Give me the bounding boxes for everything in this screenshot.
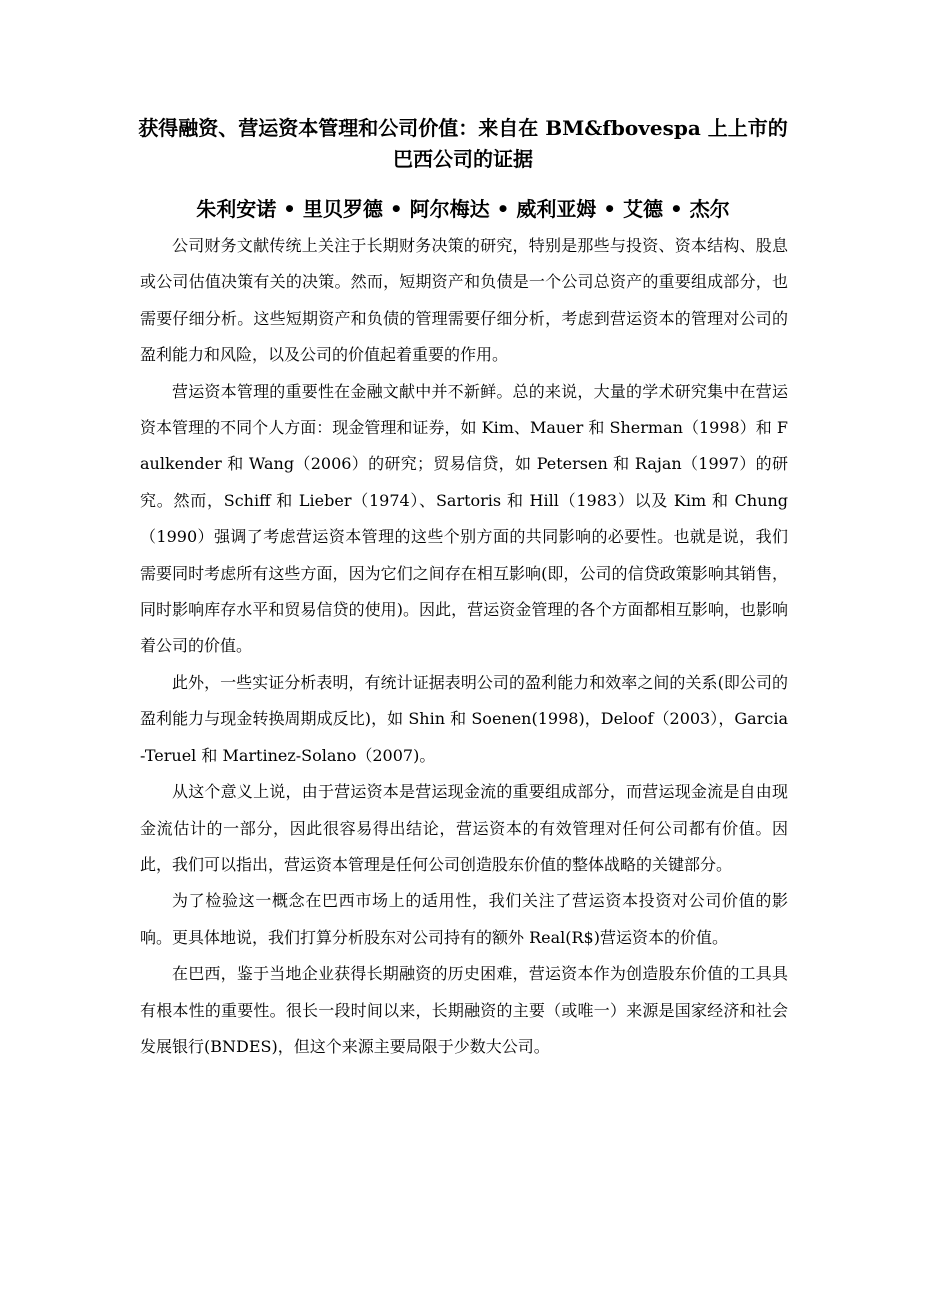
paragraph: 此外，一些实证分析表明，有统计证据表明公司的盈利能力和效率之间的关系(即公司的盈利能力与现金转换周期成反比)，如 Shin 和 Soenen(1998)，Deloof（2003），Garcia-Teruel 和 Martinez-Solano（2007)。	[140, 672, 788, 765]
paragraph: 营运资本管理的重要性在金融文献中并不新鲜。总的来说，大量的学术研究集中在营运资本管理的不同个人方面：现金管理和证券，如 Kim、Mauer 和 Sherman（1998）和 Faulkender 和 Wang（2006）的研究；贸易信贷，如 Petersen 和 Rajan（1997）的研究。然而，Schiff 和 Lieber（1974）、Sartoris 和 Hill（1983）以及 Kim 和 Chung（1990）强调了考虑营运资本管理的这些个别方面的共同影响的必要性。也就是说，我们需要同时考虑所有这些方面，因为它们之间存在相互影响(即，公司的信贷政策影响其销售，同时影响库存水平和贸易信贷的使用)。因此，营运资金管理的各个方面都相互影响，也影响着公司的价值。	[140, 381, 788, 656]
paragraph: 为了检验这一概念在巴西市场上的适用性，我们关注了营运资本投资对公司价值的影响。更具体地说，我们打算分析股东对公司持有的额外 Real(R$)营运资本的价值。	[140, 891, 788, 947]
paragraph: 从这个意义上说，由于营运资本是营运现金流的重要组成部分，而营运现金流是自由现金流估计的一部分，因此很容易得出结论，营运资本的有效管理对任何公司都有价值。因此，我们可以指出，营运资本管理是任何公司创造股东价值的整体战略的关键部分。	[140, 782, 788, 874]
document-title: 获得融资、营运资本管理和公司价值：来自在 BM&fbovespa 上上市的巴西公司的证据	[138, 116, 788, 171]
paragraph: 在巴西，鉴于当地企业获得长期融资的历史困难，营运资本作为创造股东价值的工具具有根本性的重要性。很长一段时间以来，长期融资的主要（或唯一）来源是国家经济和社会发展银行(BNDES)，但这个来源主要局限于少数大公司。	[140, 964, 788, 1056]
body-text	[140, 228, 788, 1065]
author-line: 朱利安诺 • 里贝罗德 • 阿尔梅达 • 威利亚姆 • 艾德 • 杰尔	[196, 197, 730, 221]
paragraph: 公司财务文献传统上关注于长期财务决策的研究，特别是那些与投资、资本结构、股息或公司估值决策有关的决策。然而，短期资产和负债是一个公司总资产的重要组成部分，也需要仔细分析。这些短期资产和负债的管理需要仔细分析，考虑到营运资本的管理对公司的盈利能力和风险，以及公司的价值起着重要的作用。	[140, 236, 788, 365]
